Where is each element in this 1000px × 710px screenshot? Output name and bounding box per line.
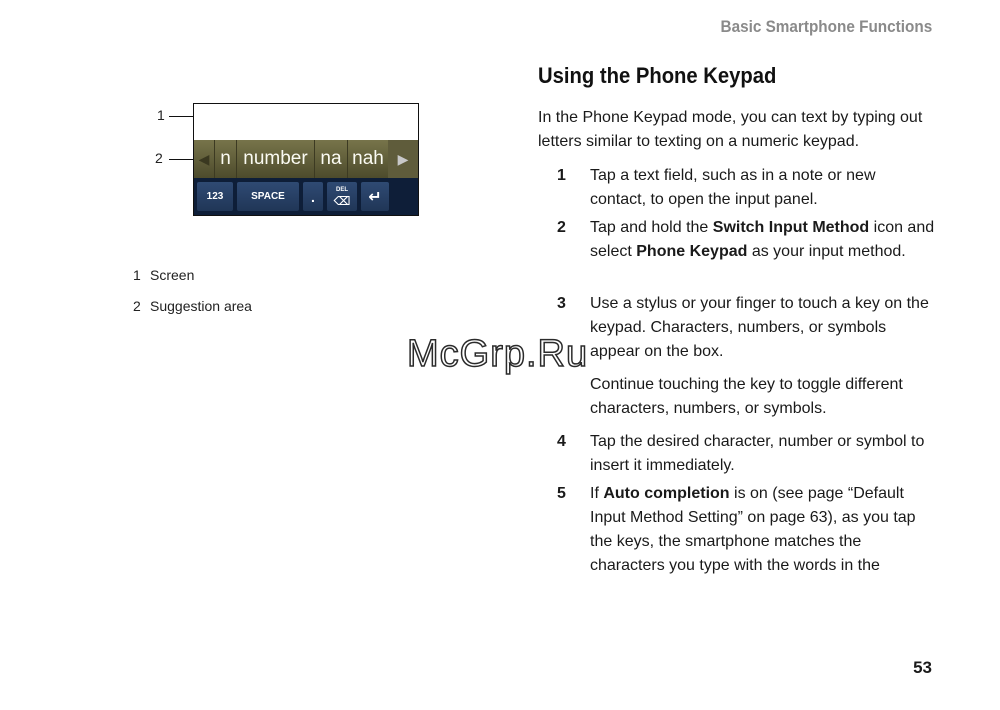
step-text: Tap the desired character, number or symbol to insert it immediately. bbox=[590, 433, 925, 474]
auto-completion-term: Auto completion bbox=[603, 485, 730, 502]
step-text: Tap and hold the Switch Input Method icon and select Phone Keypad as your input method. bbox=[590, 219, 935, 260]
suggestion-word[interactable]: number bbox=[236, 140, 314, 178]
page-number: 53 bbox=[913, 658, 932, 677]
step-number: 2 bbox=[557, 219, 566, 236]
enter-icon: ↵ bbox=[368, 188, 382, 206]
numbers-key[interactable]: 123 bbox=[197, 182, 233, 211]
switch-input-method-term: Switch Input Method bbox=[712, 219, 870, 236]
legend-number: 1 bbox=[133, 267, 141, 283]
callout-2-leader bbox=[169, 159, 195, 160]
backspace-icon: ⌫ bbox=[333, 193, 351, 208]
enter-key[interactable] bbox=[361, 182, 389, 211]
legend-label: Screen bbox=[150, 267, 195, 283]
step-number: 5 bbox=[557, 485, 566, 502]
step-continuation: Continue touching the key to toggle different characters, numbers, or symbols. bbox=[590, 376, 903, 417]
step-number: 4 bbox=[557, 433, 566, 450]
step-number: 3 bbox=[557, 295, 566, 312]
intro-paragraph: In the Phone Keypad mode, you can text by typing out letters similar to texting on a numeric keypad. bbox=[538, 109, 923, 150]
scroll-right-icon[interactable]: ▶ bbox=[388, 140, 418, 178]
suggestion-word[interactable]: na bbox=[314, 140, 347, 178]
legend-number: 2 bbox=[133, 298, 141, 314]
step-text: Tap a text field, such as in a note or new contact, to open the input panel. bbox=[590, 167, 876, 208]
delete-key[interactable] bbox=[327, 182, 357, 211]
phone-keypad-term: Phone Keypad bbox=[636, 243, 748, 260]
watermark: McGrp.Ru bbox=[407, 333, 589, 375]
period-key[interactable]: . bbox=[303, 182, 323, 211]
suggestion-area bbox=[194, 140, 418, 178]
keypad-bottom-row bbox=[194, 178, 418, 215]
running-header: Basic Smartphone Functions bbox=[720, 17, 932, 36]
suggestion-word[interactable]: n bbox=[214, 140, 236, 178]
step-text: If Auto completion is on (see page “Default Input Method Setting” on page 63), as you tap the keys, the smartphone matches the characters you type with the words in the bbox=[590, 485, 916, 574]
legend-item bbox=[133, 267, 194, 283]
section-title: Using the Phone Keypad bbox=[538, 63, 777, 88]
legend-item bbox=[133, 298, 252, 314]
callout-1: 1 bbox=[157, 107, 165, 123]
suggestion-word[interactable]: nah bbox=[347, 140, 388, 178]
legend-label: Suggestion area bbox=[150, 298, 252, 314]
space-key[interactable]: SPACE bbox=[237, 182, 299, 211]
step-text: Use a stylus or your finger to touch a key on the keypad. Characters, numbers, or symbols appear on the box. bbox=[590, 295, 929, 360]
delete-label: DEL bbox=[336, 186, 348, 193]
scroll-left-icon[interactable]: ◀ bbox=[198, 150, 210, 167]
step-number: 1 bbox=[557, 167, 566, 184]
callout-2: 2 bbox=[155, 150, 163, 166]
